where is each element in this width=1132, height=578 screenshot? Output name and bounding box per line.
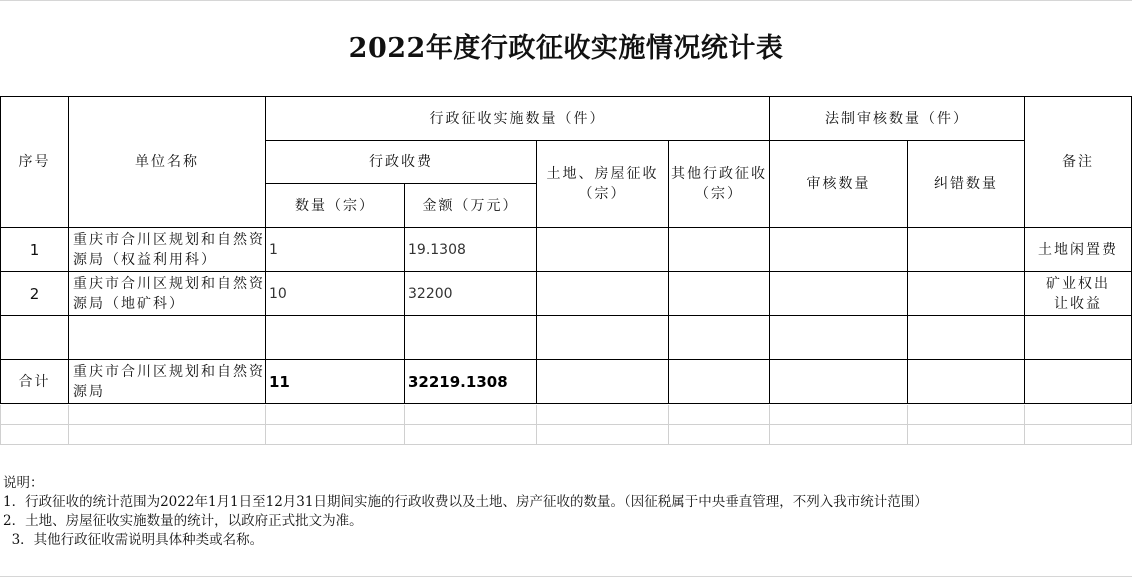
notes <box>3 474 928 550</box>
header-review-num: 审核数量 <box>770 141 908 228</box>
top-rule <box>0 0 1132 1</box>
row-remark: 矿业权出让收益 <box>1025 272 1132 316</box>
header-admin-fee: 行政收费 <box>266 141 537 184</box>
row-amount: 19.1308 <box>405 228 537 272</box>
row-other-levy <box>669 228 770 272</box>
note-item: 2．土地、房屋征收实施数量的统计，以政府正式批文为准。 <box>3 513 363 529</box>
header-remarks: 备注 <box>1025 97 1132 228</box>
row-qty: 1 <box>266 228 405 272</box>
row-remark: 土地闲置费 <box>1025 228 1132 272</box>
row-correction-num <box>908 272 1025 316</box>
page-title: 2022年度行政征收实施情况统计表 <box>348 33 784 64</box>
note-item: 1．行政征收的统计范围为2022年1月1日至12月31日期间实施的行政收费以及土地、房产征收的数量。（因征税属于中央垂直管理，不列入我市统计范围） <box>3 494 928 510</box>
row-land-house <box>537 228 669 272</box>
table-row <box>1 228 1132 272</box>
header-unit-name: 单位名称 <box>69 97 266 228</box>
header-land-house: 土地、房屋征收（宗） <box>537 141 669 228</box>
row-qty: 10 <box>266 272 405 316</box>
row-other-levy <box>669 272 770 316</box>
statistics-table <box>0 96 1132 404</box>
total-unit: 重庆市合川区规划和自然资源局 <box>69 360 266 404</box>
note-item: 3．其他行政征收需说明具体种类或名称。 <box>3 532 264 548</box>
row-seq: 1 <box>1 228 69 272</box>
notes-heading: 说明： <box>3 475 44 491</box>
header-row-1 <box>1 97 1132 141</box>
row-correction-num <box>908 228 1025 272</box>
row-amount: 32200 <box>405 272 537 316</box>
row-review-num <box>770 228 908 272</box>
table-row-empty <box>1 316 1132 360</box>
header-other-levy: 其他行政征收（宗） <box>669 141 770 228</box>
row-review-num <box>770 272 908 316</box>
row-seq: 2 <box>1 272 69 316</box>
total-row <box>1 360 1132 404</box>
table-row <box>1 272 1132 316</box>
row-land-house <box>537 272 669 316</box>
bottom-rule <box>0 576 1132 577</box>
total-qty: 11 <box>266 360 405 404</box>
total-amount: 32219.1308 <box>405 360 537 404</box>
header-qty: 数量（宗） <box>266 184 405 228</box>
header-seq: 序号 <box>1 97 69 228</box>
header-impl-count: 行政征收实施数量（件） <box>266 97 770 141</box>
total-label: 合计 <box>1 360 69 404</box>
header-amount: 金额（万元） <box>405 184 537 228</box>
blank-grid <box>0 405 1132 445</box>
header-review-count: 法制审核数量（件） <box>770 97 1025 141</box>
header-correction-num: 纠错数量 <box>908 141 1025 228</box>
row-unit: 重庆市合川区规划和自然资源局（地矿科） <box>69 272 266 316</box>
row-unit: 重庆市合川区规划和自然资源局（权益利用科） <box>69 228 266 272</box>
